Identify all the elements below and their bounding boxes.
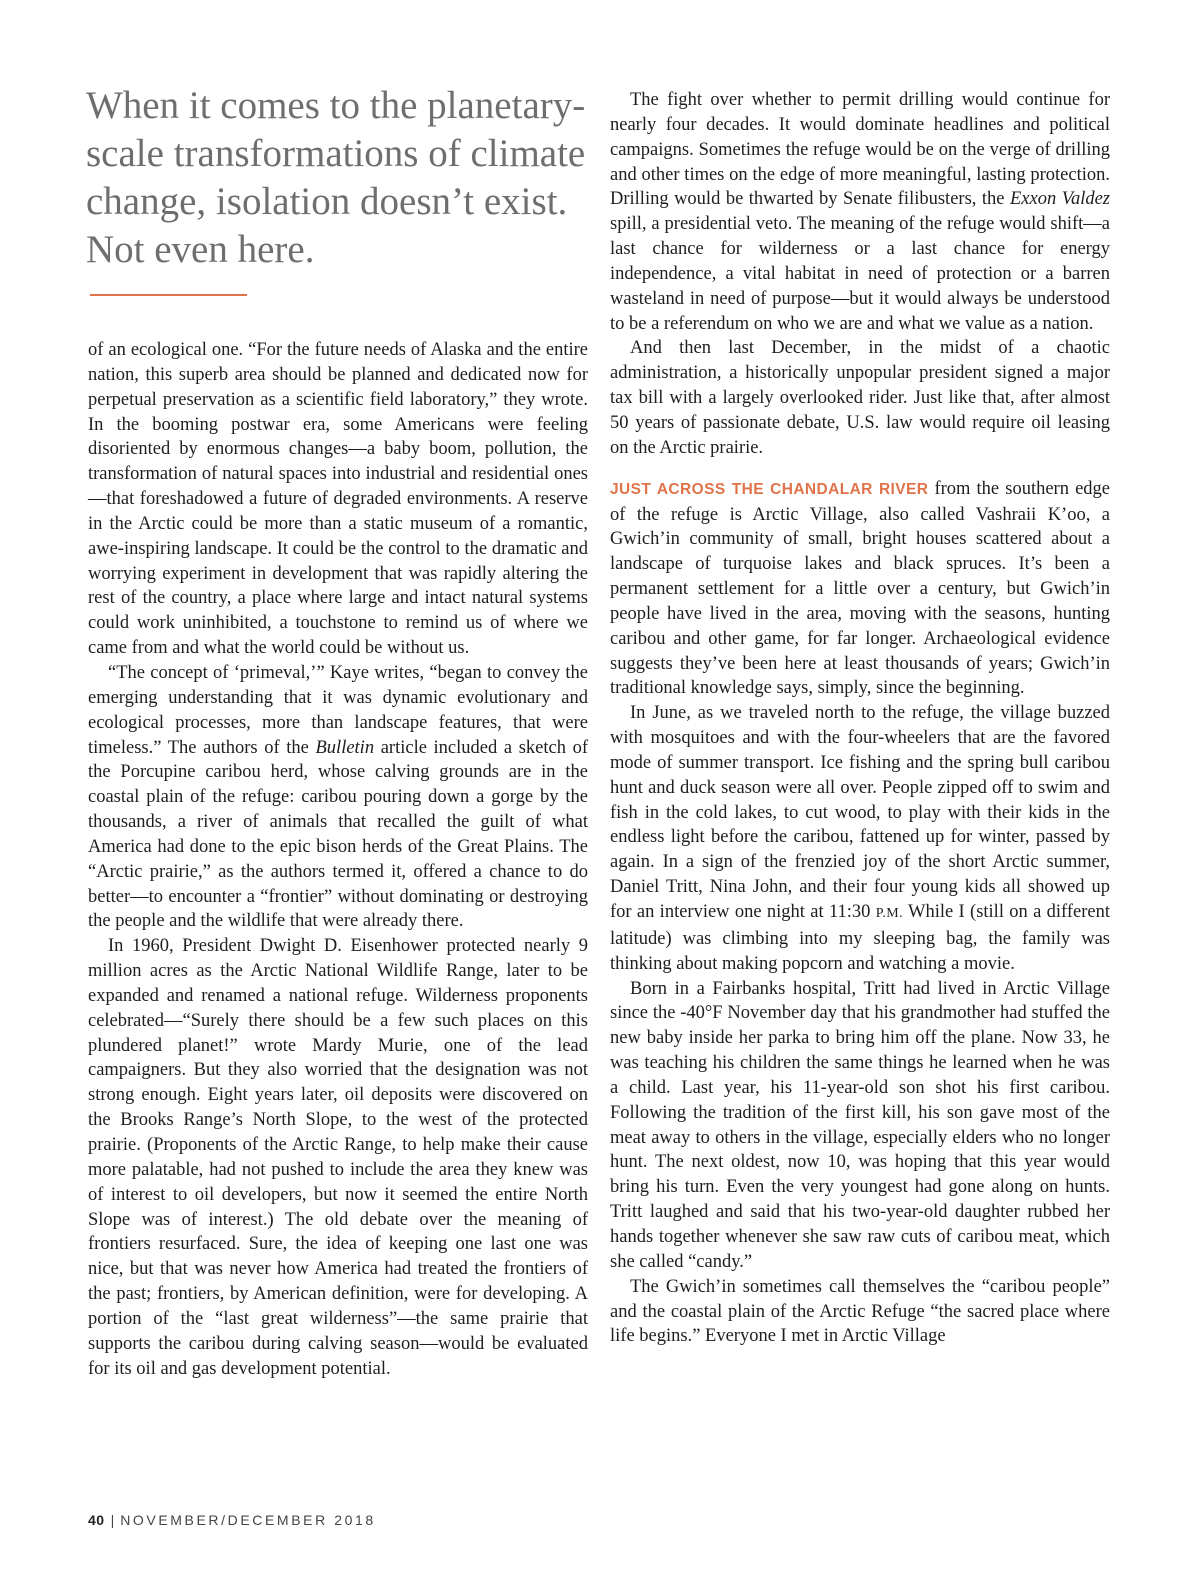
page-footer xyxy=(88,1512,376,1528)
page-number: 40 xyxy=(88,1512,105,1528)
accent-rule xyxy=(90,294,247,296)
paragraph: The fight over whether to permit drilling would continue for nearly four decades. It would dominate headlines and political campaigns. Sometimes the refuge would be on the verge of drilling and other times on the edge of more meaningful, lasting protection. Drilling would be thwarted by Senate filibusters, the Exxon Valdez spill, a presidential veto. The meaning of the refuge would shift—a last chance for wilderness or a last chance for energy independence, a vital habitat in need of protection or a barren wasteland in need of purpose—but it would always be understood to be a referendum on who we are and what we value as a nation. xyxy=(610,90,1110,334)
paragraph: In June, as we traveled north to the refuge, the village buzzed with mosquitoes and with the four-wheelers that are the favored mode of summer transport. Ice fishing and the spring bull caribou hunt and duck season were all over. People zipped off to swim and fish in the cold lakes, to cut wood, to play with their kids in the endless light before the caribou, fattened up for winter, passed by again. In a sign of the frenzied joy of the short Arctic summer, Daniel Tritt, Nina John, and their four young kids all showed up for an interview one night at 11:30 P.M. While I (still on a different latitude) was climbing into my sleeping bag, the family was thinking about making popcorn and watching a movie. xyxy=(610,703,1110,974)
pull-quote: When it comes to the planetary-scale transformations of climate change, isolation doesn’t exist. Not even here. xyxy=(86,84,586,271)
footer-separator: | xyxy=(110,1512,115,1528)
paragraph: The Gwich’in sometimes call themselves the “caribou people” and the coastal plain of the Arctic Refuge “the sacred place where life begins.” Everyone I met in Arctic Village xyxy=(610,1276,1110,1347)
section-paragraph: JUST ACROSS THE CHANDALAR RIVER from the southern edge of the refuge is Arctic Village, also called Vashraii K’oo, a Gwich’in community of small, bright houses scattered about a landscape of turquoise lakes and black spruces. It’s been a permanent settlement for a little over a century, but Gwich’in people have lived in the area, moving with the seasons, hunting caribou and other game, for far longer. Archaeological evidence suggests they’ve been here at least thousands of years; Gwich’in traditional knowledge says, simply, since the beginning. xyxy=(610,478,1111,699)
issue-date: NOVEMBER/DECEMBER 2018 xyxy=(120,1512,376,1528)
section-lead-in: JUST ACROSS THE CHANDALAR RIVER xyxy=(610,480,929,498)
paragraph: of an ecological one. “For the future needs of Alaska and the entire nation, this superb area should be planned and dedicated now for perpetual preservation as a scientific field laboratory,” they wrote. In the booming postwar era, some Americans were feeling disoriented by enormous changes—a baby boom, pollution, the transformation of natural spaces into industrial and residential ones—that foreshadowed a future of degraded environments. A reserve in the Arctic could be more than a static museum of a romantic, awe-inspiring landscape. It could be the control to the dramatic and worrying experiment in development that was rapidly altering the rest of the country, a place where large and intact natural systems could work uninhibited, a touchstone to remind us of where we came from and what the world could be without us. xyxy=(88,340,588,659)
paragraph: In 1960, President Dwight D. Eisenhower protected nearly 9 million acres as the Arctic National Wildlife Range, later to be expanded and renamed a national refuge. Wilderness proponents celebrated—“Surely there should be a few such places on this plundered planet!” wrote Mardy Murie, one of the lead campaigners. But they also worried that the designation was not strong enough. Eight years later, oil deposits were discovered on the Brooks Range’s North Slope, to the west of the protected prairie. (Proponents of the Arctic Range, to help make their cause more palatable, had not pushed to include the area they knew was of interest to oil developers, but now it seemed the entire North Slope was of interest.) The old debate over the meaning of frontiers resurfaced. Sure, the idea of keeping one last one was nice, but that was never how America had treated the frontiers of the past; frontiers, by American definition, were for developing. A portion of the “last great wilderness”—the same prairie that supports the caribou during calving season—would be evaluated for its oil and gas development potential. xyxy=(88,936,588,1379)
publication-title: Bulletin xyxy=(315,737,375,758)
paragraph: And then last December, in the midst of a chaotic administration, a historically unpopular president signed a major tax bill with a largely overlooked rider. Just like that, after almost 50 years of passionate debate, U.S. law would require oil leasing on the Arctic prairie. xyxy=(610,338,1110,458)
right-column xyxy=(610,88,1110,1349)
ship-name: Exxon Valdez xyxy=(1009,189,1110,210)
paragraph: Born in a Fairbanks hospital, Tritt had lived in Arctic Village since the -40°F November day that his grandmother had stuffed the new baby inside her parka to bring him off the plane. Now 33, he was teaching his children the same things he learned when he was a child. Last year, his 11-year-old son shot his first caribou. Following the tradition of the first kill, his son gave most of the meat away to others in the village, especially elders who no longer hunt. The next oldest, now 10, was hoping that this year would bring his turn. Even the very youngest had gone along on hunts. Tritt laughed and said that his two-year-old daughter rubbed her hands together whenever she saw raw cuts of caribou meat, which she called “candy.” xyxy=(610,978,1110,1272)
left-column xyxy=(88,338,588,1381)
paragraph: “The concept of ‘primeval,’” Kaye writes, “began to convey the emerging understanding that it was dynamic evolutionary and ecological processes, more than landscape features, that were timeless.” The authors of the Bulletin article included a sketch of the Porcupine caribou herd, whose calving grounds are in the coastal plain of the refuge: caribou pouring down a gorge by the thousands, a river of animals that recalled the guilt of what America had done to the epic bison herds of the Great Plains. The “Arctic prairie,” as the authors termed it, offered a chance to do better—to encounter a “frontier” without dominating or destroying the people and the wildlife that were already there. xyxy=(88,662,588,932)
